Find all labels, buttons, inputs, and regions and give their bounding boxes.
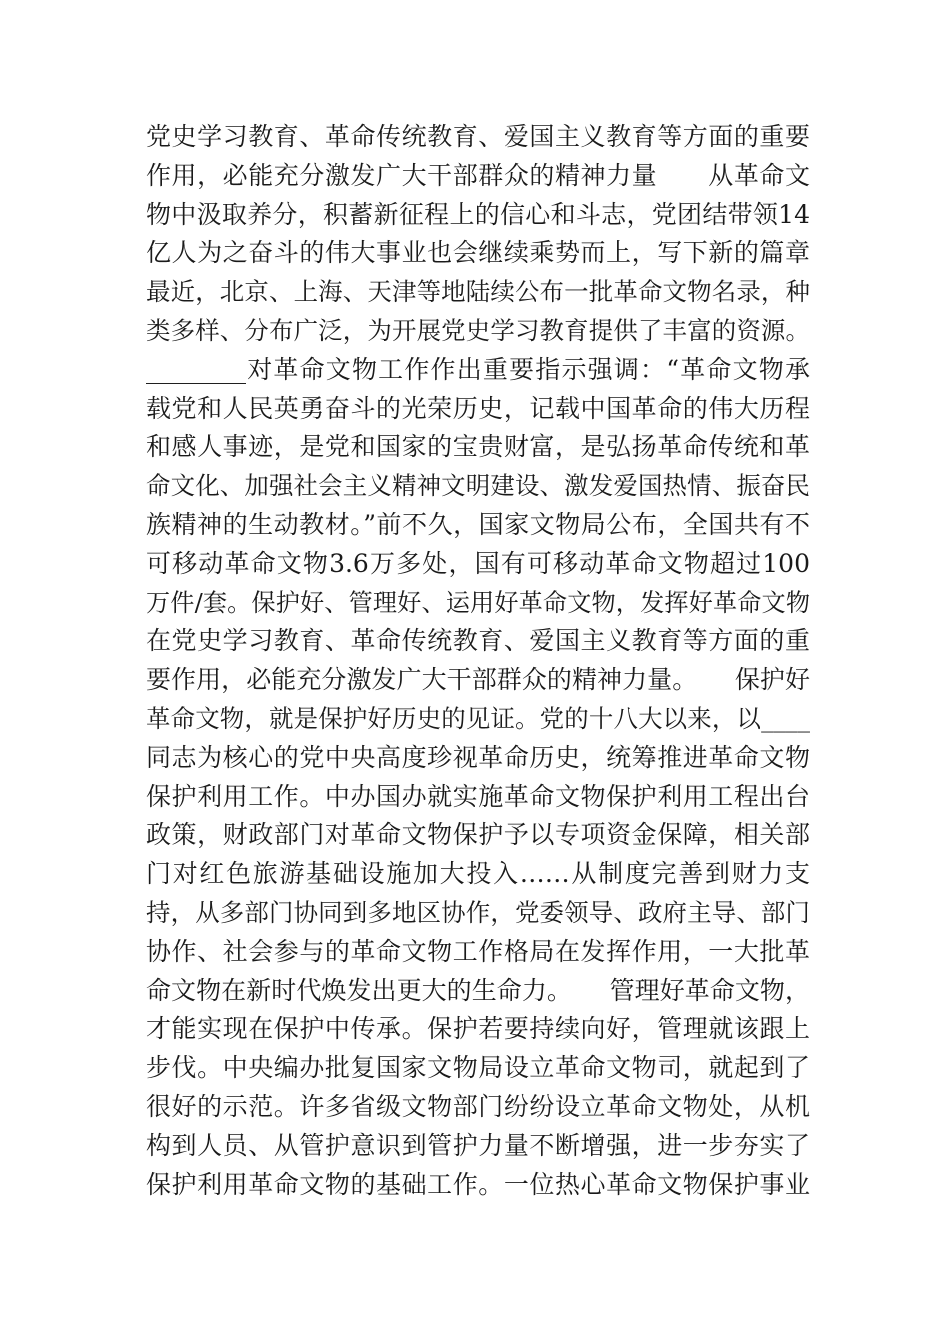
text-line: 持，从多部门协同到多地区协作，党委领导、政府主导、部门 — [146, 897, 810, 927]
text-line: 在党史学习教育、革命传统教育、爱国主义教育等方面的重 — [146, 626, 810, 656]
text-line: 命文化、加强社会主义精神文明建设、激发爱国热情、振奋民 — [146, 471, 810, 501]
text-line: 最近，北京、上海、天津等地陆续公布一批革命文物名录，种 — [146, 277, 810, 307]
text-line: 政策，财政部门对革命文物保护予以专项资金保障，相关部 — [146, 820, 810, 850]
text-line: ________对革命文物工作作出重要指示强调：“革命文物承 — [146, 354, 810, 384]
text-line: 保护利用革命文物的基础工作。一位热心革命文物保护事业 — [146, 1169, 810, 1199]
text-line: 万件/套。保护好、管理好、运用好革命文物，发挥好革命文物 — [146, 588, 810, 617]
text-line: 载党和人民英勇奋斗的光荣历史，记载中国革命的伟大历程 — [146, 393, 810, 423]
text-line: 保护利用工作。中办国办就实施革命文物保护利用工程出台 — [146, 781, 810, 811]
text-line: 命文物在新时代焕发出更大的生命力。 管理好革命文物， — [146, 975, 810, 1005]
text-line: 同志为核心的党中央高度珍视革命历史，统筹推进革命文物 — [146, 742, 810, 772]
text-line: 步伐。中央编办批复国家文物局设立革命文物司，就起到了 — [146, 1053, 810, 1083]
text-line: 可移动革命文物3.6万多处，国有可移动革命文物超过100 — [146, 548, 810, 578]
text-line: 族精神的生动教材。”前不久，国家文物局公布，全国共有不 — [146, 509, 810, 539]
text-line: 要作用，必能充分激发广大干部群众的精神力量。 保护好 — [146, 665, 810, 695]
text-line: 很好的示范。许多省级文物部门纷纷设立革命文物处，从机 — [146, 1091, 810, 1121]
text-line: 才能实现在保护中传承。保护若要持续向好，管理就该跟上 — [146, 1014, 810, 1044]
text-line: 物中汲取养分，积蓄新征程上的信心和斗志，党团结带领14 — [146, 199, 810, 229]
text-line: 革命文物，就是保护好历史的见证。党的十八大以来，以____ — [146, 703, 810, 733]
text-line: 党史学习教育、革命传统教育、爱国主义教育等方面的重要 — [146, 122, 810, 151]
text-line: 亿人为之奋斗的伟大事业也会继续乘势而上，写下新的篇章 — [146, 238, 810, 268]
text-line: 类多样、分布广泛，为开展党史学习教育提供了丰富的资源。 — [146, 315, 810, 345]
text-line: 构到人员、从管护意识到管护力量不断增强，进一步夯实了 — [146, 1130, 810, 1160]
text-line: 协作、社会参与的革命文物工作格局在发挥作用，一大批革 — [146, 936, 810, 966]
text-line: 和感人事迹，是党和国家的宝贵财富，是弘扬革命传统和革 — [146, 432, 810, 462]
text-line: 门对红色旅游基础设施加大投入……从制度完善到财力支 — [146, 859, 810, 889]
body-text — [146, 118, 810, 1204]
text-line: 作用，必能充分激发广大干部群众的精神力量 从革命文 — [146, 160, 810, 190]
